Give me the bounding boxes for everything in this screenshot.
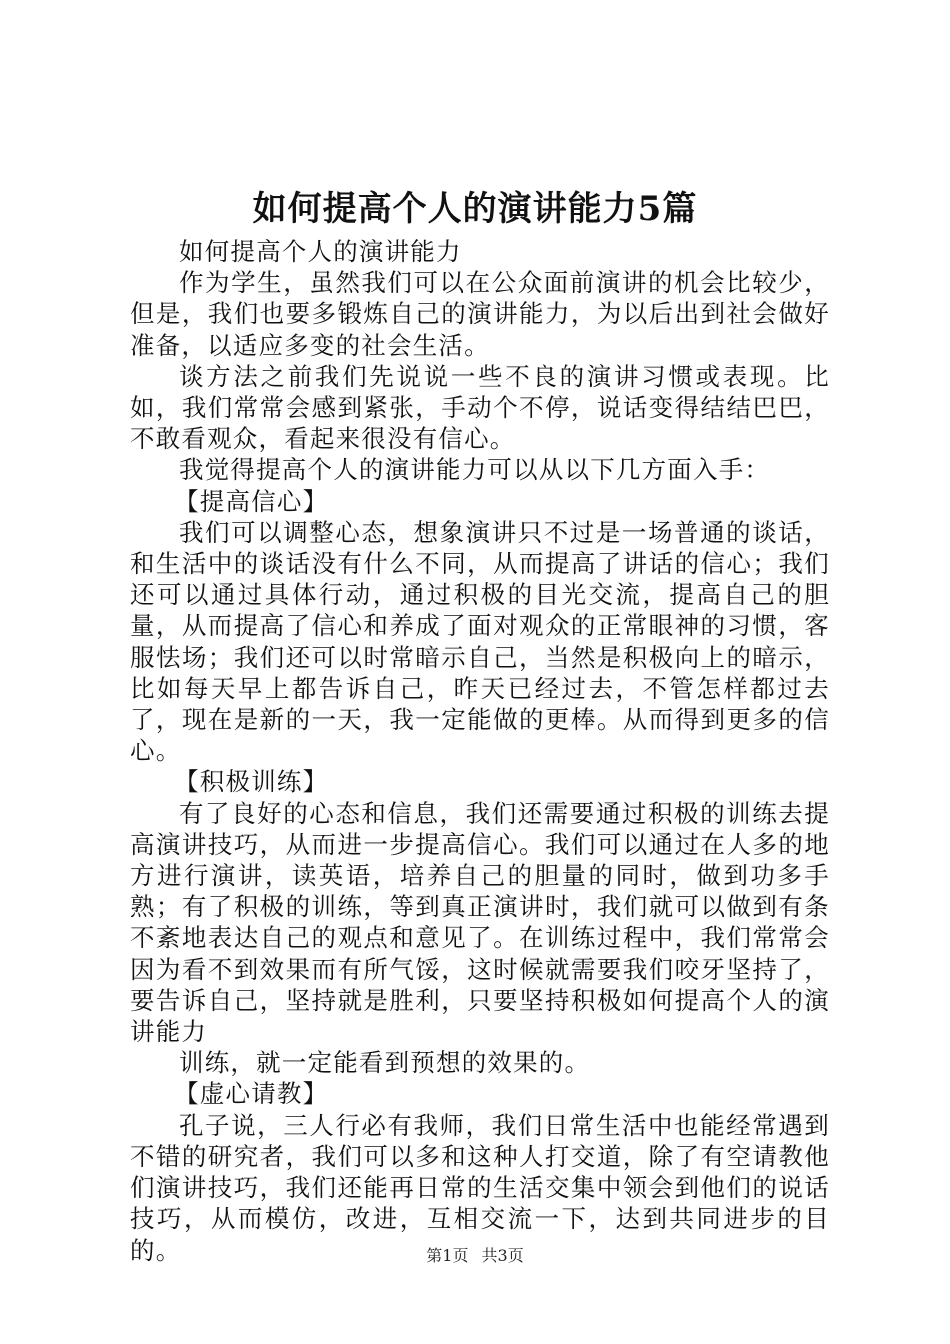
paragraph-training-cont: 训练，就一定能看到预想的效果的。 (179, 1048, 591, 1078)
section-heading-learning: 【虚心请教】 (174, 1079, 329, 1109)
paragraph-intro: 作为学生，虽然我们可以在公众面前演讲的机会比较少，但是，我们也要多锻炼自己的演讲能力，为以后出到社会做好准备，以适应多变的社会生活。 (130, 268, 830, 360)
page-total: 共3页 (481, 1246, 524, 1265)
section-heading-training: 【积极训练】 (174, 767, 329, 797)
paragraph-bad-habits: 谈方法之前我们先说说一些不良的演讲习惯或表现。比如，我们常常会感到紧张，手动个不停，说话变得结结巴巴，不敢看观众，看起来很没有信心。 (130, 361, 830, 454)
section-heading-confidence: 【提高信心】 (174, 486, 329, 516)
paragraph-subtitle: 如何提高个人的演讲能力 (179, 237, 462, 266)
paragraph-learning: 孔子说，三人行必有我师，我们日常生活中也能经常遇到不错的研究者，我们可以多和这种人打交道，除了有空请教他们演讲技巧，我们还能再日常的生活交集中领会到他们的说话技巧，从而模仿，改进，互相交流一下，达到共同进步的目的。 (130, 1110, 830, 1265)
paragraph-confidence: 我们可以调整心态，想象演讲只不过是一场普通的谈话，和生活中的谈话没有什么不同，从而提高了讲话的信心；我们还可以通过具体行动，通过积极的目光交流，提高自己的胆量，从而提高了信心和养成了面对观众的正常眼神的习惯，客服怯场；我们还可以时常暗示自己，当然是积极向上的暗示，比如每天早上都告诉自己，昨天已经过去，不管怎样都过去了，现在是新的一天，我一定能做的更棒。从而得到更多的信心。 (130, 517, 830, 766)
page-number: 第1页 (426, 1246, 469, 1265)
document-title: 如何提高个人的演讲能力5篇 (252, 189, 698, 229)
page-footer (0, 1246, 950, 1266)
paragraph-approach: 我觉得提高个人的演讲能力可以从以下几方面入手： (179, 455, 771, 485)
paragraph-training: 有了良好的心态和信息，我们还需要通过积极的训练去提高演讲技巧，从而进一步提高信心。我们可以通过在人多的地方进行演讲，读英语，培养自己的胆量的同时，做到功多手熟；有了积极的训练，等到真正演讲时，我们就可以做到有条不紊地表达自己的观点和意见了。在训练过程中，我们常常会因为看不到效果而有所气馁，这时候就需要我们咬牙坚持了，要告诉自己，坚持就是胜利，只要坚持积极如何提高个人的演讲能力 (130, 798, 830, 1047)
document-body (130, 236, 830, 1266)
